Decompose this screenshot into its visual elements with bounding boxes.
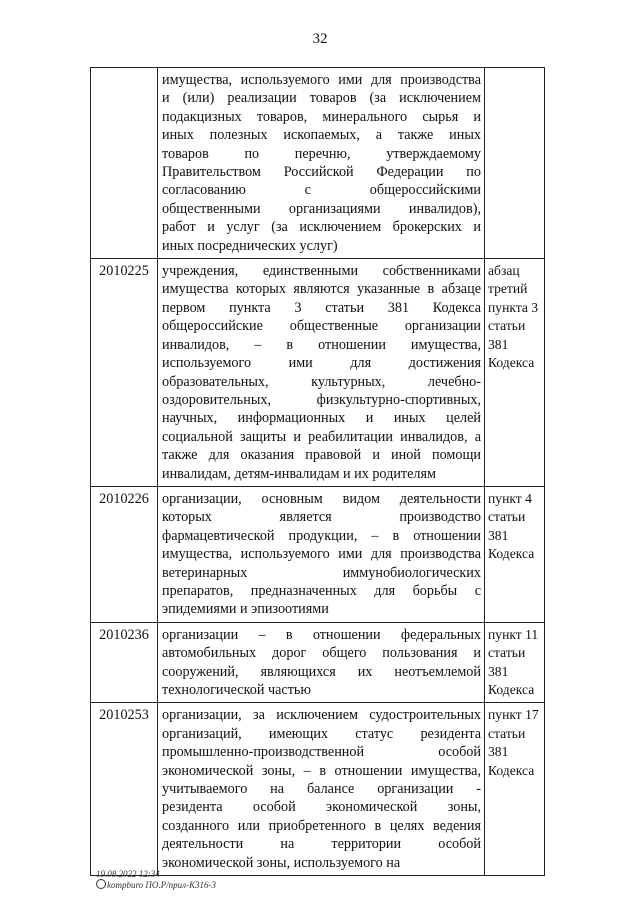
reference-line: пункт 17 (488, 707, 539, 723)
page-number: 32 (312, 31, 328, 47)
description-line: инвалидов, – в отношении имущества, (162, 336, 481, 353)
reference-line: Кодекса (488, 546, 535, 562)
description-line: созданного или приобретенного в целях ведения (162, 817, 481, 834)
description-line: имущества, используемого ими для производства (162, 546, 481, 563)
code-cell: 2010226 (91, 486, 158, 622)
description-line: автомобильных дорог общего пользования и (162, 645, 481, 662)
description-line: экономической зоны, используемого на (162, 854, 401, 871)
copyright-icon (96, 879, 106, 889)
description-line: организаций, имеющих статус резидента (162, 725, 481, 742)
footer-path: kompburo ПО.Р/прил-К316-3 (107, 880, 217, 890)
description-line: деятельности на территории особой (162, 836, 481, 853)
description-line: Правительством Российской Федерации по (162, 164, 481, 181)
reference-line: абзац (488, 263, 520, 279)
description-line: и (или) реализации товаров (за исключением (162, 90, 481, 107)
description-line: организации – в отношении федеральных (162, 626, 481, 643)
reference-line: третий (488, 281, 528, 297)
description-line: промышленно-производственной особой (162, 744, 481, 761)
table-row (91, 486, 545, 622)
reference-line: статьи 381 (488, 509, 526, 543)
description-line: организации, основным видом деятельности (162, 490, 481, 507)
description-line: иных посреднических услуг) (162, 237, 338, 254)
reference-cell (485, 486, 545, 622)
footer-date: 19.08.2022 12:34 (96, 869, 160, 879)
description-line: первом пункта 3 статьи 381 Кодекса (162, 299, 481, 316)
reference-line: пункт 11 (488, 626, 539, 642)
description-line: фармацевтической продукции, – в отношении (162, 527, 481, 544)
reference-line: статьи 381 (488, 318, 526, 352)
description-line: организации, за исключением судостроительных (162, 707, 481, 724)
code-cell: 2010253 (91, 703, 158, 876)
description-line: экономической зоны, – в отношении имущества, (162, 762, 481, 779)
table-row (91, 68, 545, 259)
reference-line: статьи 381 (488, 645, 526, 679)
document-footer (96, 869, 216, 890)
reference-line: Кодекса (488, 762, 535, 778)
reference-line: Кодекса (488, 355, 535, 371)
reference-line: статьи 381 (488, 725, 526, 760)
description-line: препаратов, предназначенных для борьбы с (162, 582, 481, 599)
description-line: образовательных, культурных, лечебно- (162, 373, 481, 390)
description-line: работ и услуг (за исключением брокерских и (162, 219, 481, 236)
description-line: научных, информационных и иных целей (162, 410, 481, 427)
reference-cell (485, 68, 545, 259)
description-line: имущества, используемого ими для производства (162, 72, 481, 88)
description-line: подакцизных товаров, минерального сырья и (162, 108, 481, 125)
description-line: используемого ими для достижения (162, 355, 481, 372)
code-cell: 2010225 (91, 259, 158, 487)
description-cell (158, 703, 485, 876)
reference-line: пункт 4 (488, 490, 532, 506)
description-line: иных полезных ископаемых, а также иных (162, 127, 481, 144)
reference-line: пункта 3 (488, 299, 539, 315)
reference-cell (485, 703, 545, 876)
reference-cell (485, 622, 545, 703)
description-line: сооружений, являющихся их неотъемлемой (162, 663, 481, 680)
table-row (91, 703, 545, 876)
code-cell: 2010236 (91, 622, 158, 703)
table-row (91, 622, 545, 703)
description-line: инвалидам, детям-инвалидам и их родителям (162, 465, 437, 482)
description-cell (158, 259, 485, 487)
description-line: учитываемого на балансе организации - (162, 781, 481, 798)
description-cell (158, 68, 485, 259)
description-line: резидента особой экономической зоны, (162, 799, 481, 816)
description-cell (158, 486, 485, 622)
description-line: общероссийские общественные организации (162, 318, 481, 335)
description-line: технологической частью (162, 682, 311, 698)
description-line: товаров по перечню, утверждаемому (162, 145, 481, 162)
description-line: общественными организациями инвалидов), (162, 200, 481, 217)
description-cell (158, 622, 485, 703)
description-line: социальной защиты и реабилитации инвалидов, а (162, 428, 481, 445)
reference-line: Кодекса (488, 682, 535, 697)
code-cell (91, 68, 158, 259)
reference-cell (485, 259, 545, 487)
table-body (91, 68, 545, 876)
description-line: оздоровительных, физкультурно-спортивных, (162, 391, 481, 408)
description-line: учреждения, единственными собственниками (162, 263, 481, 280)
tax-code-table (90, 67, 545, 876)
description-line: согласованию с общероссийскими (162, 182, 481, 199)
description-line: ветеринарных иммунобиологических (162, 564, 481, 581)
description-line: также для оказания правовой и иной помощи (162, 447, 481, 464)
table-row (91, 259, 545, 487)
description-line: имущества которых являются указанные в абзаце (162, 281, 481, 298)
footer-path-line (96, 879, 216, 890)
description-line: которых является производство (162, 509, 481, 526)
description-line: эпидемиями и эпизоотиями (162, 601, 329, 618)
